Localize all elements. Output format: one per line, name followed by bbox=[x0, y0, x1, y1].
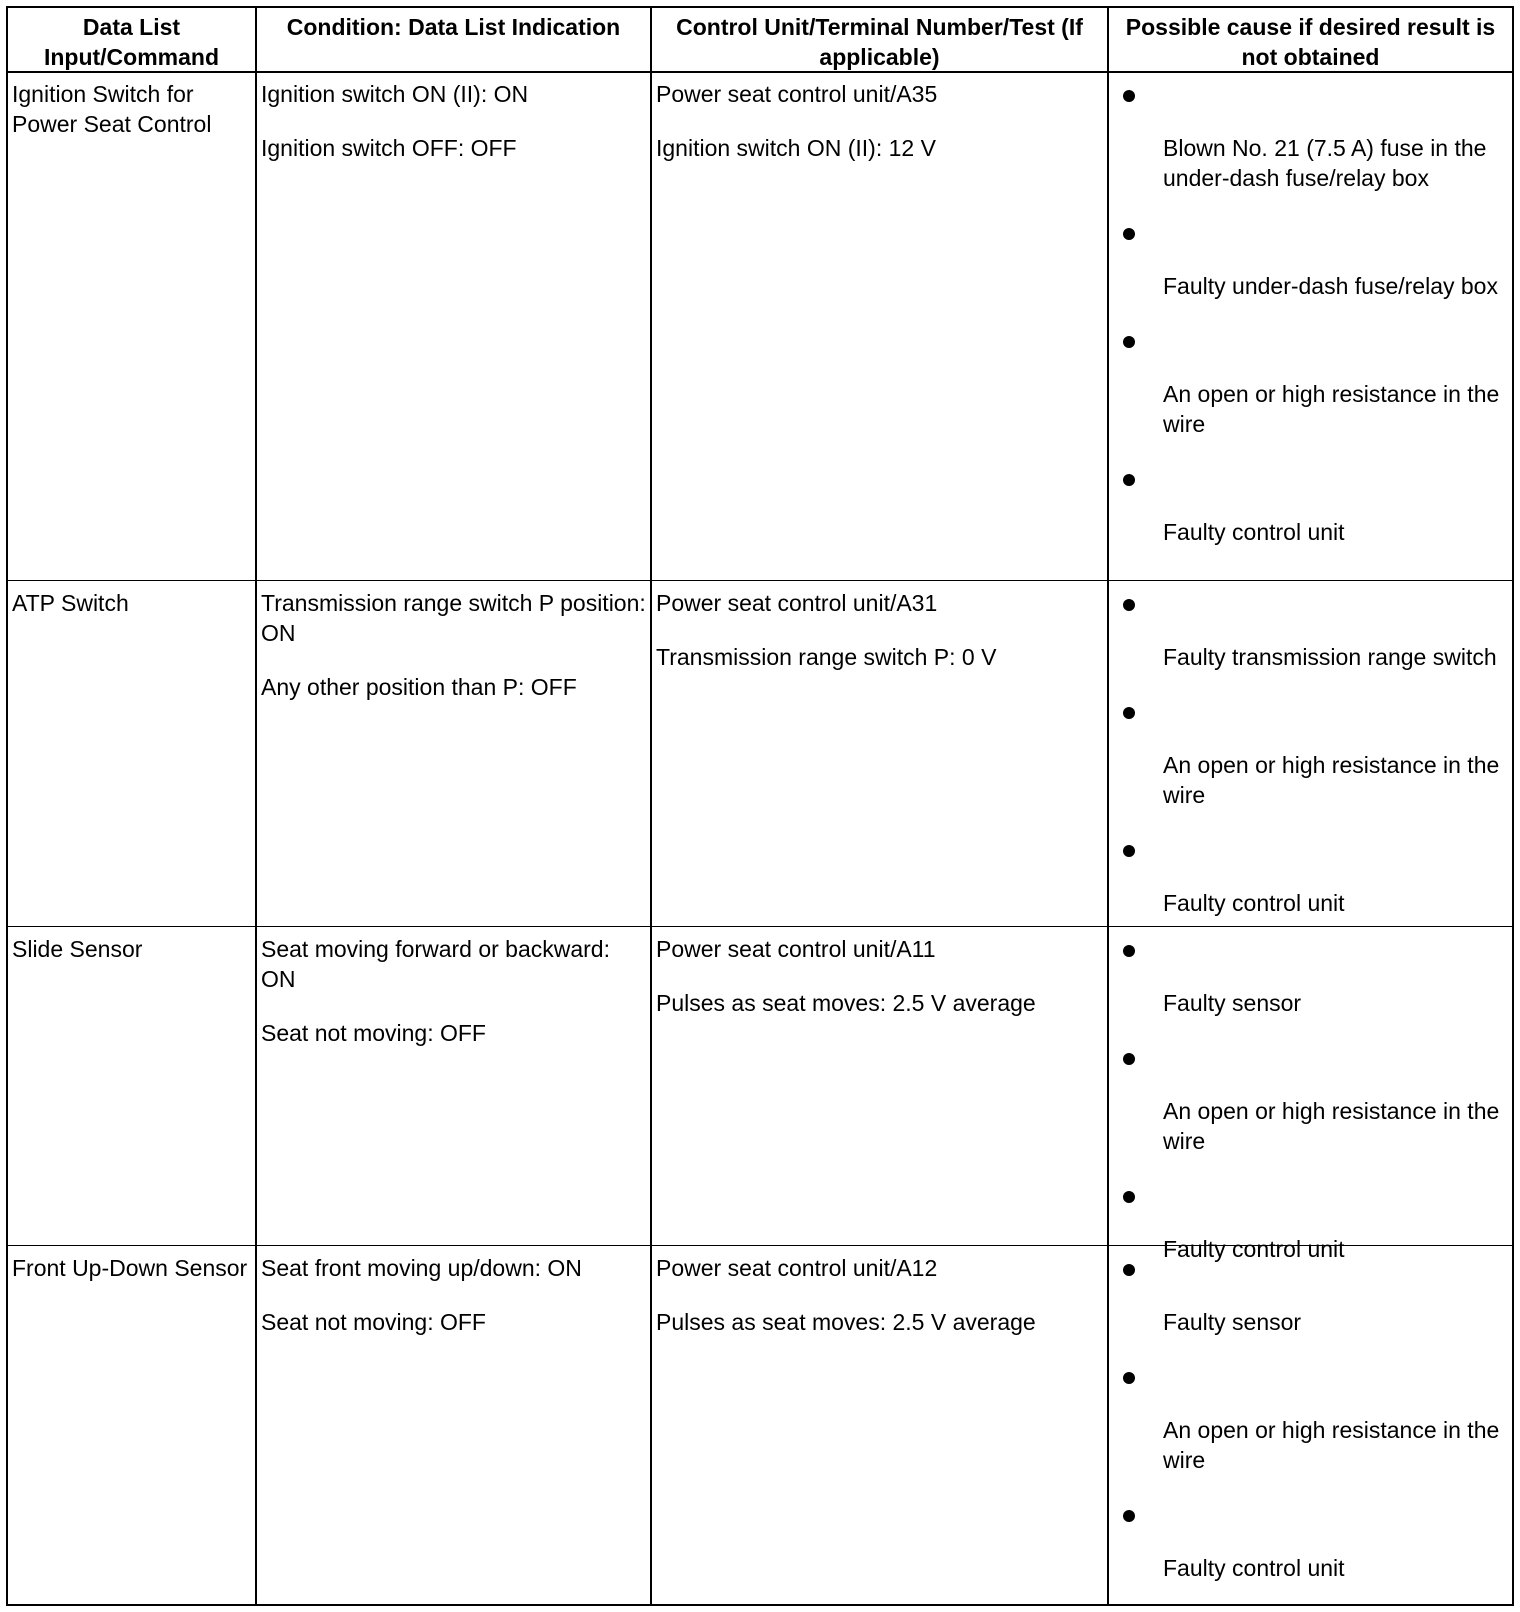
terminal-line: Ignition switch ON (II): 12 V bbox=[656, 135, 936, 161]
condition-line: Ignition switch OFF: OFF bbox=[261, 135, 517, 161]
cause-item bbox=[1123, 463, 1508, 547]
row-causes bbox=[1109, 73, 1512, 580]
condition-line: Seat moving forward or backward: ON bbox=[261, 936, 610, 992]
input-label: ATP Switch bbox=[12, 590, 129, 616]
cause-text: Faulty control unit bbox=[1163, 1555, 1345, 1581]
row-condition bbox=[257, 582, 650, 926]
cause-item bbox=[1123, 1253, 1508, 1337]
cause-item bbox=[1123, 588, 1508, 672]
cause-text: An open or high resistance in the wire bbox=[1163, 381, 1500, 437]
bullet-icon bbox=[1123, 336, 1135, 348]
cause-text: Faulty control unit bbox=[1163, 890, 1345, 916]
row-terminal bbox=[652, 1247, 1107, 1604]
row-condition bbox=[257, 928, 650, 1245]
cause-text: Faulty transmission range switch bbox=[1163, 644, 1497, 670]
row-input-ignition-switch bbox=[8, 73, 255, 580]
terminal-line: Pulses as seat moves: 2.5 V average bbox=[656, 1309, 1036, 1335]
cause-item bbox=[1123, 696, 1508, 810]
bullet-icon bbox=[1123, 599, 1135, 611]
cause-item bbox=[1123, 1499, 1508, 1583]
row-condition bbox=[257, 73, 650, 580]
row-terminal bbox=[652, 582, 1107, 926]
cause-item bbox=[1123, 834, 1508, 918]
terminal-line: Power seat control unit/A35 bbox=[656, 81, 938, 107]
bullet-icon bbox=[1123, 707, 1135, 719]
header-control-unit-terminal: Control Unit/Terminal Number/Test (If applicable) bbox=[676, 14, 1083, 70]
cause-text: Faulty sensor bbox=[1163, 990, 1302, 1016]
bullet-icon bbox=[1123, 1053, 1135, 1065]
cause-item bbox=[1123, 325, 1508, 439]
cause-item bbox=[1123, 1361, 1508, 1475]
header-input-command: Data List Input/Command bbox=[43, 14, 220, 70]
cause-text: An open or high resistance in the wire bbox=[1163, 1417, 1500, 1473]
bullet-icon bbox=[1123, 1191, 1135, 1203]
row-causes bbox=[1109, 928, 1512, 1262]
cause-text: Faulty under-dash fuse/relay box bbox=[1163, 273, 1498, 299]
terminal-line: Power seat control unit/A11 bbox=[656, 936, 936, 962]
condition-line: Seat front moving up/down: ON bbox=[261, 1255, 582, 1281]
row-input-front-up-down-sensor bbox=[8, 1247, 255, 1604]
row-causes bbox=[1109, 582, 1512, 926]
bullet-icon bbox=[1123, 945, 1135, 957]
bullet-icon bbox=[1123, 228, 1135, 240]
row-input-slide-sensor bbox=[8, 928, 255, 1245]
cause-text: Faulty control unit bbox=[1163, 1236, 1345, 1262]
condition-line: Ignition switch ON (II): ON bbox=[261, 81, 529, 107]
row-causes bbox=[1109, 1247, 1512, 1604]
bullet-icon bbox=[1123, 1264, 1135, 1276]
row-terminal bbox=[652, 928, 1107, 1245]
cause-item bbox=[1123, 79, 1508, 193]
cause-item bbox=[1123, 1042, 1508, 1156]
row-divider bbox=[8, 926, 1512, 927]
row-divider bbox=[8, 580, 1512, 581]
cause-text: An open or high resistance in the wire bbox=[1163, 752, 1500, 808]
cause-text: Faulty sensor bbox=[1163, 1309, 1302, 1335]
condition-line: Seat not moving: OFF bbox=[261, 1020, 486, 1046]
input-label: Ignition Switch for Power Seat Control bbox=[12, 81, 212, 137]
data-list-table bbox=[6, 6, 1514, 1606]
row-input-atp-switch bbox=[8, 582, 255, 926]
bullet-icon bbox=[1123, 1372, 1135, 1384]
cause-text: Blown No. 21 (7.5 A) fuse in the under-dash fuse/relay box bbox=[1163, 135, 1487, 191]
bullet-icon bbox=[1123, 474, 1135, 486]
cause-text: An open or high resistance in the wire bbox=[1163, 1098, 1500, 1154]
bullet-icon bbox=[1123, 90, 1135, 102]
condition-line: Any other position than P: OFF bbox=[261, 674, 577, 700]
input-label: Slide Sensor bbox=[12, 936, 143, 962]
header-possible-cause: Possible cause if desired result is not obtained bbox=[1125, 14, 1496, 70]
cause-item bbox=[1123, 217, 1508, 301]
row-condition bbox=[257, 1247, 650, 1604]
terminal-line: Pulses as seat moves: 2.5 V average bbox=[656, 990, 1036, 1016]
bullet-icon bbox=[1123, 845, 1135, 857]
cause-item bbox=[1123, 934, 1508, 1018]
cause-text: Faulty control unit bbox=[1163, 519, 1345, 545]
terminal-line: Power seat control unit/A12 bbox=[656, 1255, 938, 1281]
row-terminal bbox=[652, 73, 1107, 580]
header-condition: Condition: Data List Indication bbox=[286, 14, 621, 40]
condition-line: Transmission range switch P position: ON bbox=[261, 590, 646, 646]
terminal-line: Transmission range switch P: 0 V bbox=[656, 644, 997, 670]
input-label: Front Up-Down Sensor bbox=[12, 1255, 248, 1281]
condition-line: Seat not moving: OFF bbox=[261, 1309, 486, 1335]
terminal-line: Power seat control unit/A31 bbox=[656, 590, 938, 616]
bullet-icon bbox=[1123, 1510, 1135, 1522]
